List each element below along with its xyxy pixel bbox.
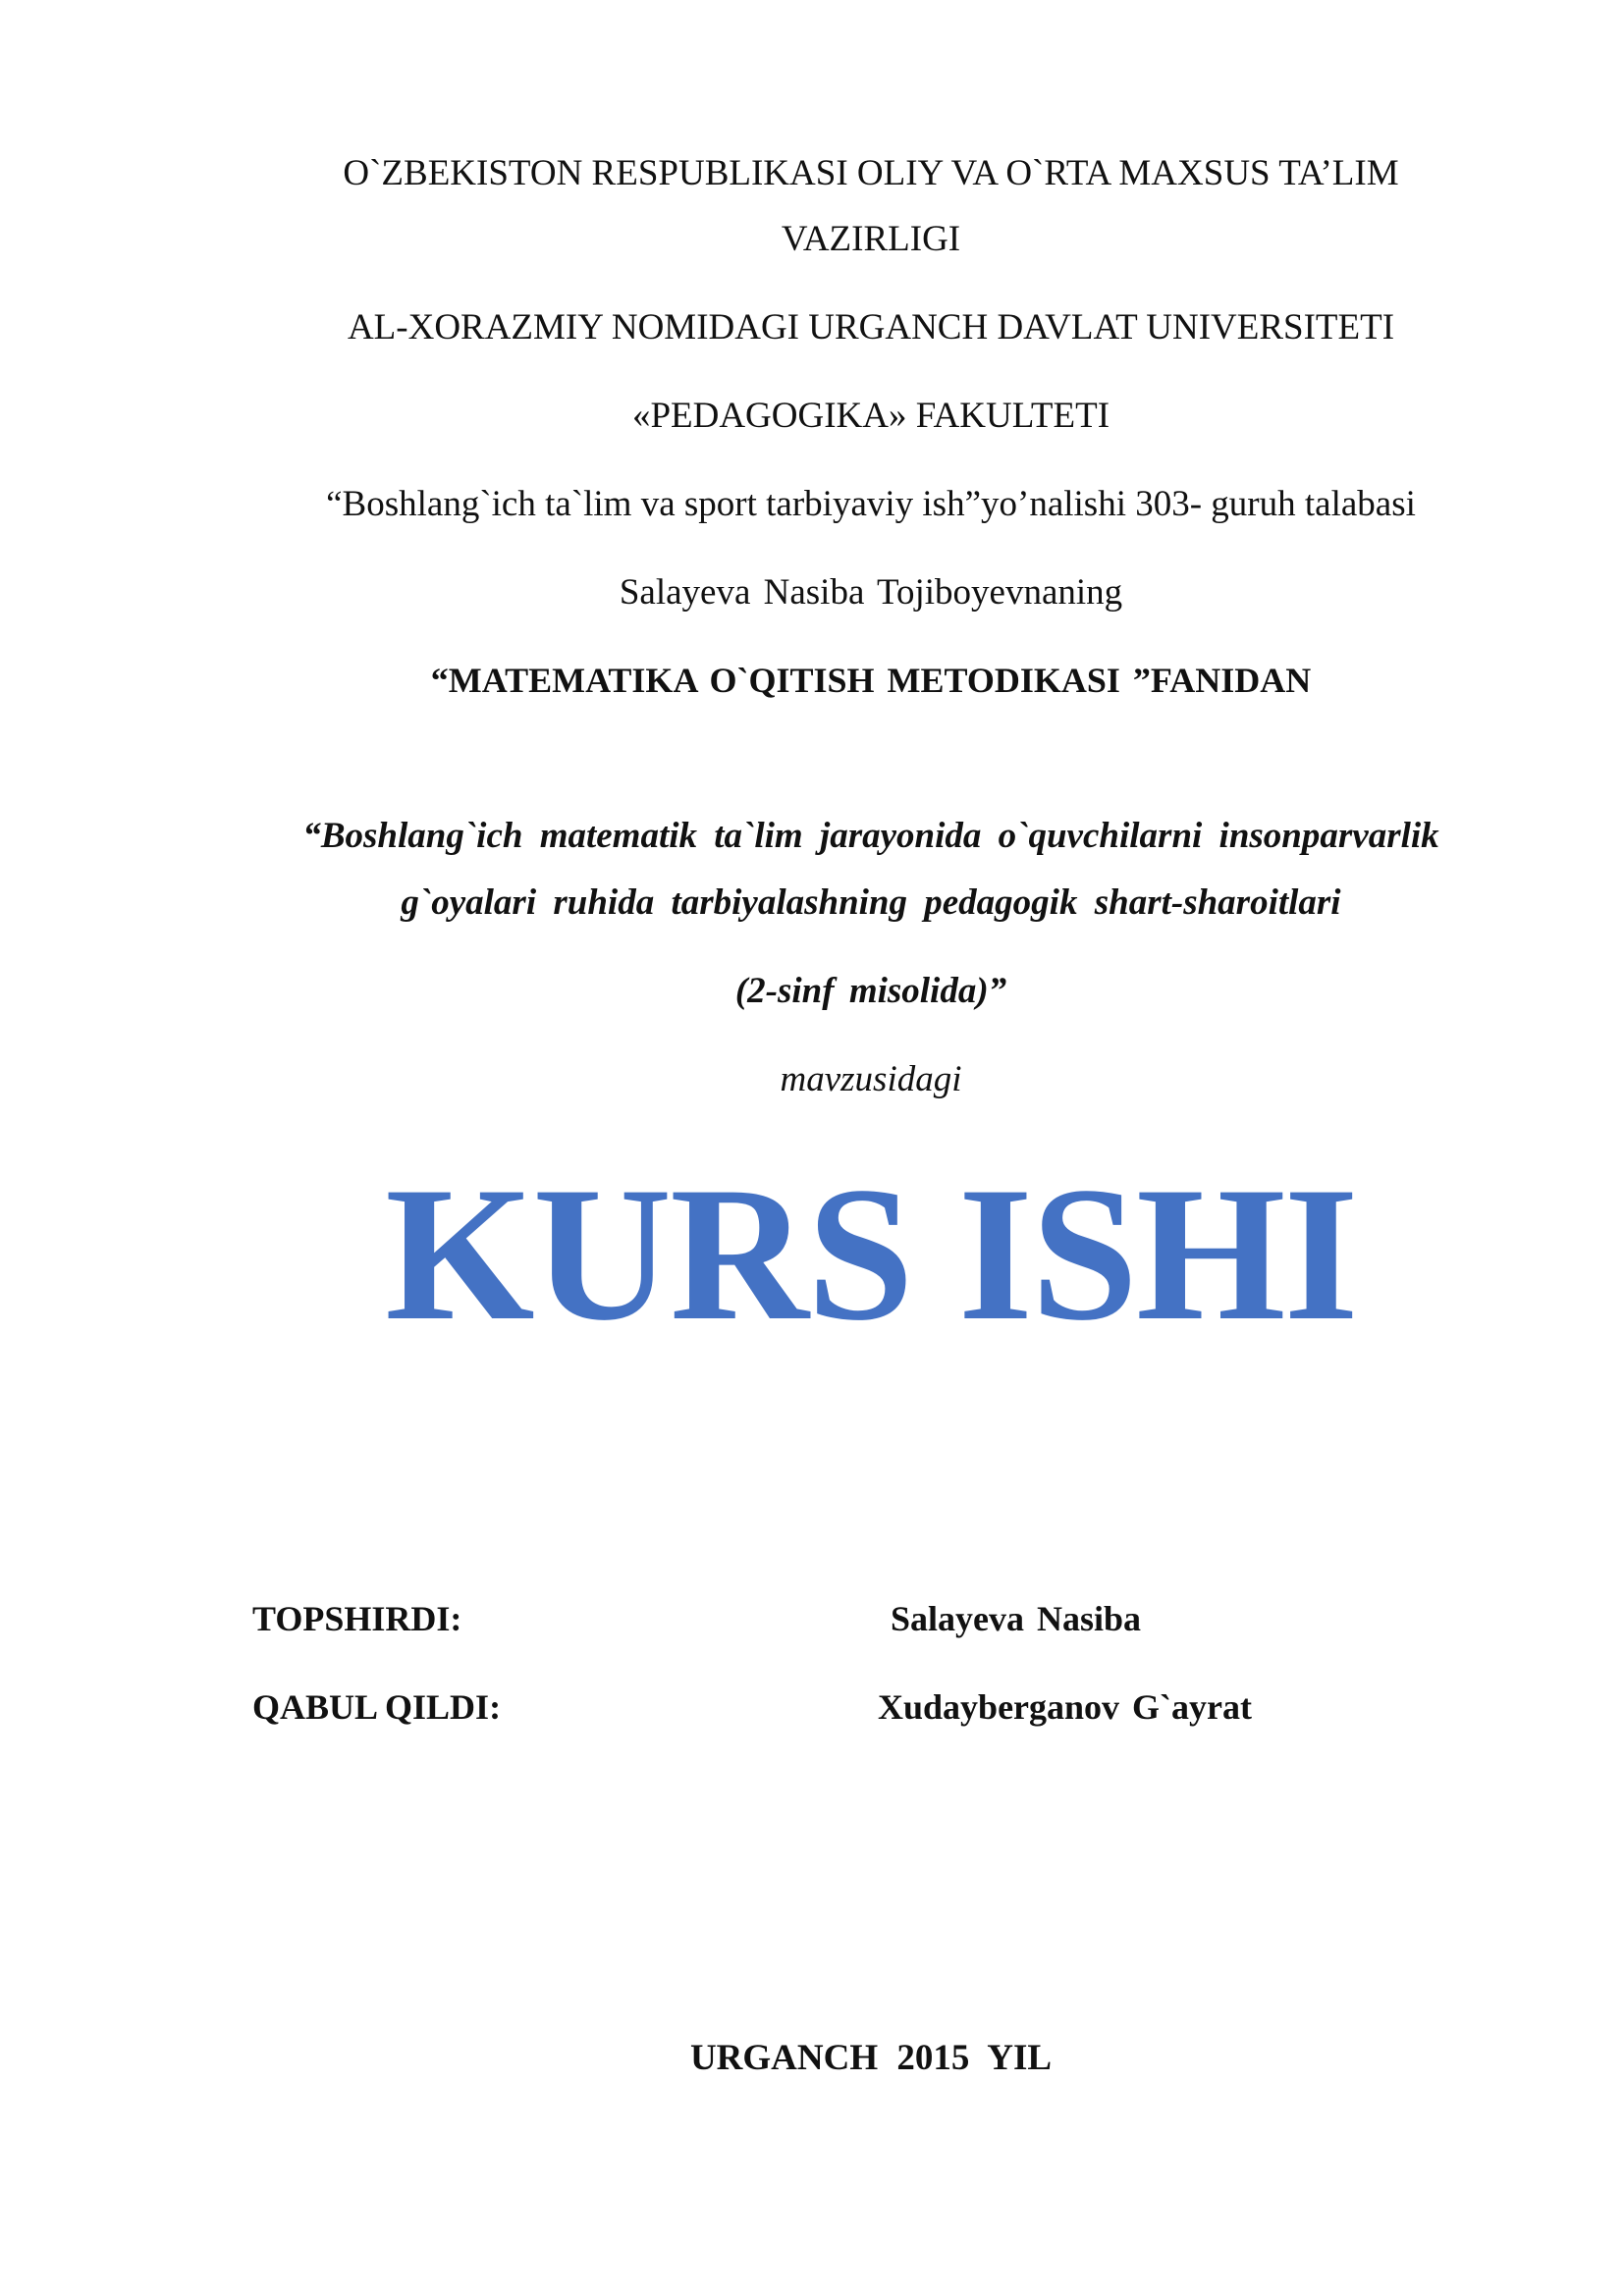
accepted-by-label: QABUL QILDI: — [252, 1687, 502, 1727]
student-name: Salayeva Nasiba Tojiboyevnaning — [619, 572, 1123, 613]
topic-line1: “Boshlang`ich matematik ta`lim jarayonida o`quvchilarni insonparvarlik — [302, 816, 1439, 856]
study-direction: “Boshlang`ich ta`lim va sport tarbiyaviy ish”yo’nalishi 303- guruh talabasi — [326, 484, 1416, 524]
subject-title: “MATEMATIKA O`QITISH METODIKASI ”FANIDAN — [430, 661, 1312, 700]
submitted-by-label: TOPSHIRDI: — [252, 1599, 462, 1638]
ministry-name-line1: O`ZBEKISTON RESPUBLIKASI OLIY VA O`RTA MAXSUS TA’LIM — [343, 153, 1399, 193]
university-name: AL-XORAZMIY NOMIDAGI URGANCH DAVLAT UNIVERSITETI — [347, 307, 1395, 347]
accepted-by-name: Xudayberganov G`ayrat — [878, 1687, 1252, 1727]
topic-line3: (2-sinf misolida)” — [734, 971, 1007, 1011]
document-type-title: KURS ISHI — [385, 1148, 1357, 1361]
topic-suffix: mavzusidagi — [780, 1059, 962, 1099]
submitted-by-name: Salayeva Nasiba — [891, 1599, 1142, 1638]
topic-line2: g`oyalari ruhida tarbiyalashning pedagogik shart-sharoitlari — [401, 882, 1341, 923]
place-and-year: URGANCH 2015 YIL — [689, 2038, 1053, 2078]
faculty-name: «PEDAGOGIKA» FAKULTETI — [631, 396, 1110, 436]
ministry-name-line2: VAZIRLIGI — [781, 219, 961, 259]
